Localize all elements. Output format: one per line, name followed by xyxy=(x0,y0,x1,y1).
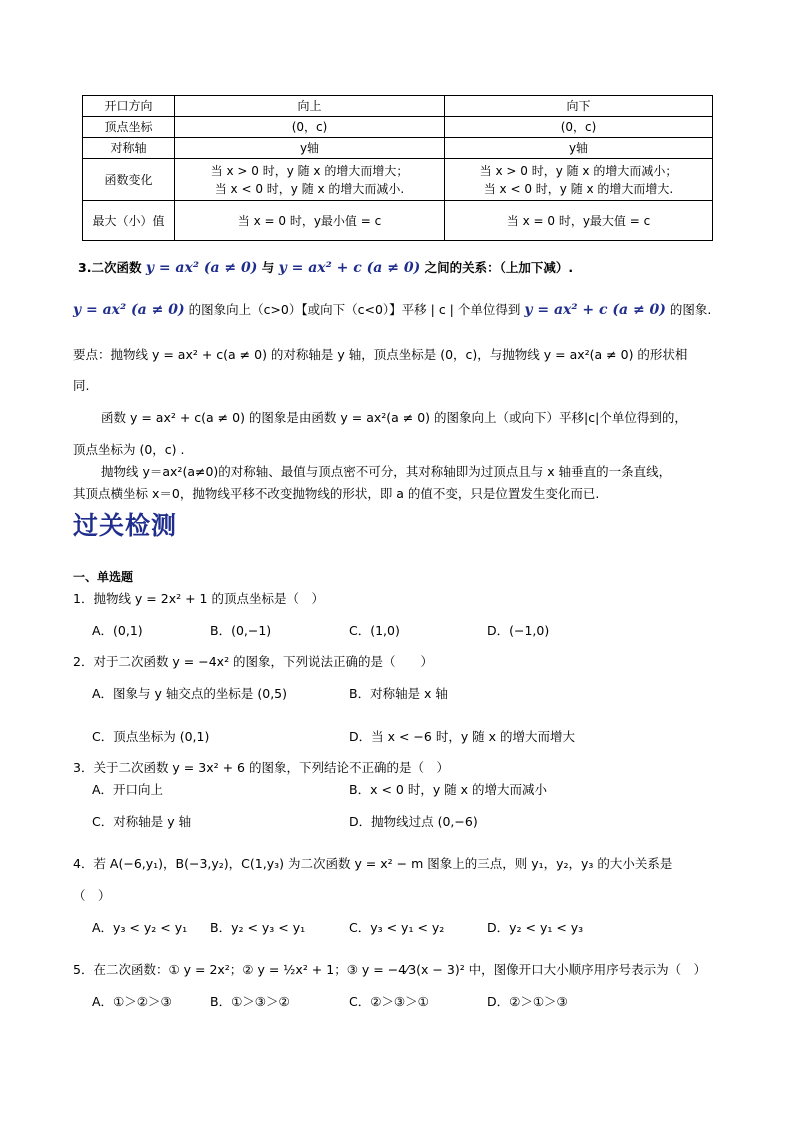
section3-title xyxy=(78,258,573,276)
question-4-stem: 4．若 A(−6,y₁)，B(−3,y₂)，C(1,y₃) 为二次函数 y = x² − m 图象上的三点，则 y₁，y₂，y₃ 的大小关系是 xyxy=(73,856,673,871)
question-3-stem: 3．关于二次函数 y = 3x² + 6 的图象，下列结论不正确的是（ ） xyxy=(73,760,449,775)
keypoint-line2: 同. xyxy=(73,378,90,393)
section3-line2-text: 的图象向上（c>0）【或向下（c<0）】平移 | c | 个单位得到 xyxy=(188,302,521,317)
question-2-stem: 2．对于二次函数 y = −4x² 的图象，下列说法正确的是（ ） xyxy=(73,654,434,669)
question-1-option-d[interactable]: D．(−1,0) xyxy=(487,623,550,638)
section3-formula2: y = ax² + c (a ≠ 0) xyxy=(278,260,421,276)
cell-line: 当 x < 0 时，y 随 x 的增大而减小. xyxy=(214,181,405,196)
question-2-option-c[interactable]: C．顶点坐标为 (0,1) xyxy=(92,729,210,744)
cell-line: 当 x > 0 时，y 随 x 的增大而减小； xyxy=(479,163,678,178)
table-cell: 对称轴 xyxy=(83,138,175,159)
keypoint-line1: 要点：抛物线 y = ax² + c(a ≠ 0) 的对称轴是 y 轴，顶点坐标是 (0，c)，与抛物线 y = ax²(a ≠ 0) 的形状相 xyxy=(73,347,688,362)
section3-line2 xyxy=(73,300,711,318)
table-cell: (0，c) xyxy=(445,117,713,138)
table-cell xyxy=(445,159,713,201)
table-header-cell: 向上 xyxy=(175,96,445,117)
question-5-option-a[interactable]: A．①＞②＞③ xyxy=(92,994,172,1009)
section3-line2-formula2: y = ax² + c (a ≠ 0) xyxy=(524,302,666,318)
properties-table xyxy=(82,95,713,241)
section3-mid: 与 xyxy=(261,260,275,275)
section3-line2-end: 的图象. xyxy=(669,302,712,317)
table-row xyxy=(83,96,713,117)
question-1-option-a[interactable]: A．(0,1) xyxy=(92,623,143,638)
question-3-option-c[interactable]: C．对称轴是 y 轴 xyxy=(92,814,192,829)
table-row xyxy=(83,159,713,201)
question-4-option-b[interactable]: B．y₂ < y₃ < y₁ xyxy=(210,920,306,935)
question-4-option-d[interactable]: D．y₂ < y₁ < y₃ xyxy=(487,920,584,935)
cell-line: 当 x < 0 时，y 随 x 的增大而增大. xyxy=(483,181,674,196)
table-cell: y轴 xyxy=(445,138,713,159)
table-header-cell: 向下 xyxy=(445,96,713,117)
table-row xyxy=(83,117,713,138)
table-cell: 顶点坐标 xyxy=(83,117,175,138)
question-5-option-c[interactable]: C．②＞③＞① xyxy=(349,994,429,1009)
keypoint-line3: 函数 y = ax² + c(a ≠ 0) 的图象是由函数 y = ax²(a ≠ 0) 的图象向上（或向下）平移|c|个单位得到的， xyxy=(101,410,687,425)
section3-suffix: 之间的关系：（上加下减）. xyxy=(424,260,574,275)
keypoint-line4: 顶点坐标为 (0，c) . xyxy=(73,442,185,457)
section3-formula1: y = ax² (a ≠ 0) xyxy=(145,260,258,276)
question-4-option-c[interactable]: C．y₃ < y₁ < y₂ xyxy=(349,920,445,935)
table-cell: 当 x = 0 时，y最大值 = c xyxy=(445,201,713,241)
table-cell: y轴 xyxy=(175,138,445,159)
question-4-option-a[interactable]: A．y₃ < y₂ < y₁ xyxy=(92,920,188,935)
table-row xyxy=(83,201,713,241)
question-1-stem: 1．抛物线 y = 2x² + 1 的顶点坐标是（ ） xyxy=(73,591,324,606)
section3-line2-formula1: y = ax² (a ≠ 0) xyxy=(73,302,185,318)
cell-line: 当 x > 0 时，y 随 x 的增大而增大； xyxy=(210,163,409,178)
question-1-option-c[interactable]: C．(1,0) xyxy=(349,623,400,638)
keypoint-line6: 其顶点横坐标 x＝0，抛物线平移不改变抛物线的形状，即 a 的值不变，只是位置发生变化而已. xyxy=(73,486,600,501)
section-heading: 过关检测 xyxy=(73,511,178,540)
table-row xyxy=(83,138,713,159)
question-3-option-b[interactable]: B．x < 0 时，y 随 x 的增大而减小 xyxy=(349,782,548,797)
question-4-stem-cont: （ ） xyxy=(73,888,111,903)
question-3-option-d[interactable]: D．抛物线过点 (0,−6) xyxy=(349,814,478,829)
question-3-option-a[interactable]: A．开口向上 xyxy=(92,782,164,797)
question-2-option-b[interactable]: B．对称轴是 x 轴 xyxy=(349,686,448,701)
table-cell: 函数变化 xyxy=(83,159,175,201)
section3-prefix: 3.二次函数 xyxy=(78,260,142,275)
question-2-option-d[interactable]: D．当 x < −6 时，y 随 x 的增大而增大 xyxy=(349,729,576,744)
table-header-cell: 开口方向 xyxy=(83,96,175,117)
table-cell: 最大（小）值 xyxy=(83,201,175,241)
question-5-stem: 5．在二次函数：① y = 2x²；② y = ½x² + 1；③ y = −4⁄3(x − 3)² 中，图像开口大小顺序用序号表示为（ ） xyxy=(73,962,707,977)
question-1-option-b[interactable]: B．(0,−1) xyxy=(210,623,272,638)
keypoint-line5: 抛物线 y＝ax²(a≠0)的对称轴、最值与顶点密不可分，其对称轴即为过顶点且与 x 轴垂直的一条直线， xyxy=(101,464,672,479)
question-5-option-b[interactable]: B．①＞③＞② xyxy=(210,994,290,1009)
section-single-choice: 一、单选题 xyxy=(73,570,134,584)
table-cell xyxy=(175,159,445,201)
table-cell: (0，c) xyxy=(175,117,445,138)
question-2-option-a[interactable]: A．图象与 y 轴交点的坐标是 (0,5) xyxy=(92,686,288,701)
table-cell: 当 x = 0 时，y最小值 = c xyxy=(175,201,445,241)
question-5-option-d[interactable]: D．②＞①＞③ xyxy=(487,994,568,1009)
